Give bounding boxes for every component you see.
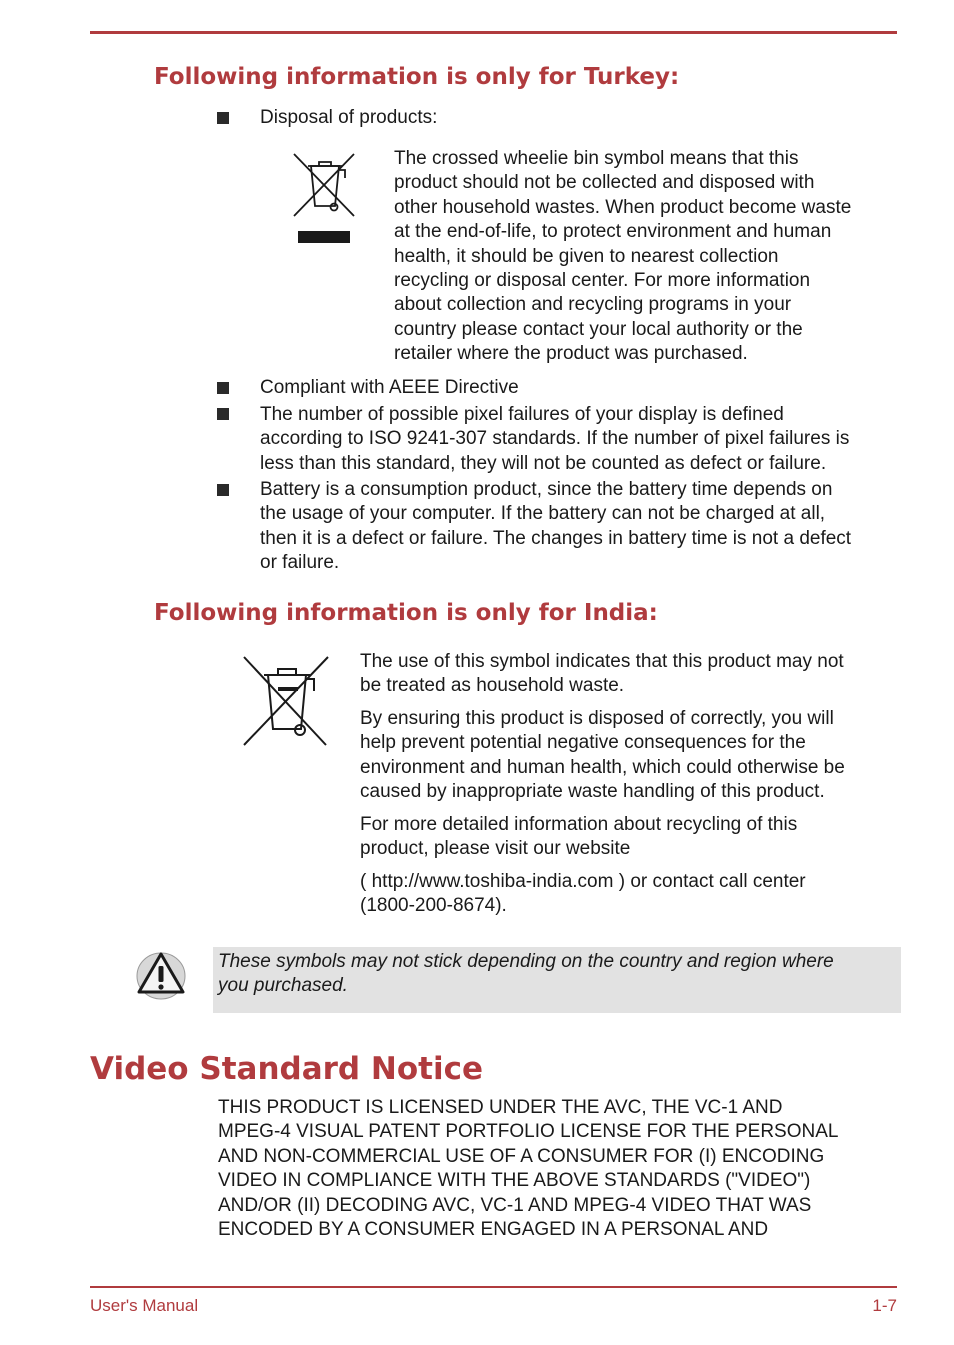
text-line: retailer where the product was purchased. <box>394 343 748 365</box>
india-para-4 <box>360 870 900 919</box>
text-line: MPEG-4 VISUAL PATENT PORTFOLIO LICENSE FOR THE PERSONAL <box>218 1121 839 1143</box>
text-line: according to ISO 9241-307 standards. If the number of pixel failures is <box>260 428 850 450</box>
text-line: Battery is a consumption product, since the battery time depends on <box>260 479 833 500</box>
india-para-3 <box>360 813 900 862</box>
pixel-failure-bullet <box>260 403 900 476</box>
text-line: ( http://www.toshiba-india.com ) or contact call center <box>360 871 806 892</box>
text-line: health, it should be given to nearest collection <box>394 245 779 267</box>
india-heading: Following information is only for India: <box>154 600 658 626</box>
text-line: The use of this symbol indicates that this product may not <box>360 651 844 672</box>
text-line: environment and human health, which could otherwise be <box>360 756 845 778</box>
text-line: AND/OR (II) DECODING AVC, VC-1 AND MPEG-4 VIDEO THAT WAS <box>218 1194 812 1216</box>
text-line: The crossed wheelie bin symbol means that this <box>394 148 799 169</box>
text-line: product, please visit our website <box>360 838 631 860</box>
crossed-wheelie-bin-icon <box>242 655 330 747</box>
text-line: less than this standard, they will not be counted as defect or failure. <box>260 452 827 474</box>
text-line: be treated as household waste. <box>360 675 625 697</box>
text-line: country please contact your local authority or the <box>394 318 803 340</box>
text-line: or failure. <box>260 552 340 574</box>
bullet-marker <box>217 112 229 124</box>
text-line: AND NON-COMMERCIAL USE OF A CONSUMER FOR (I) ENCODING <box>218 1145 825 1167</box>
text-line: help prevent potential negative consequences for the <box>360 732 806 754</box>
bullet-marker <box>217 408 229 420</box>
text-line: ENCODED BY A CONSUMER ENGAGED IN A PERSONAL AND <box>218 1219 769 1241</box>
crossed-wheelie-bin-icon <box>292 152 358 244</box>
bullet-marker <box>217 484 229 496</box>
footer-manual-title: User's Manual <box>90 1296 199 1315</box>
text-line: then it is a defect or failure. The changes in battery time is not a defect <box>260 527 852 549</box>
text-line: you purchased. <box>218 975 348 997</box>
text-line: about collection and recycling programs in your <box>394 294 792 316</box>
disposal-bullet: Disposal of products: <box>260 107 438 128</box>
turkey-heading: Following information is only for Turkey: <box>154 64 680 90</box>
text-line: other household wastes. When product become waste <box>394 196 852 218</box>
text-line: VIDEO IN COMPLIANCE WITH THE ABOVE STANDARDS ("VIDEO") <box>218 1170 811 1192</box>
warning-triangle-icon <box>135 948 187 1000</box>
text-line: THIS PRODUCT IS LICENSED UNDER THE AVC, THE VC-1 AND <box>218 1097 783 1118</box>
aeee-bullet: Compliant with AEEE Directive <box>260 377 519 398</box>
bullet-marker <box>217 382 229 394</box>
india-para-1 <box>360 650 900 699</box>
text-line: product should not be collected and disposed with <box>394 172 815 194</box>
text-line: recycling or disposal center. For more information <box>394 270 811 292</box>
note-text <box>218 950 898 999</box>
text-line: For more detailed information about recycling of this <box>360 814 798 835</box>
india-para-2 <box>360 707 900 805</box>
text-line: The number of possible pixel failures of your display is defined <box>260 404 784 425</box>
page-number: 1-7 <box>872 1296 897 1315</box>
video-standard-heading: Video Standard Notice <box>90 1051 483 1087</box>
text-line: at the end-of-life, to protect environment and human <box>394 221 832 243</box>
text-line: caused by inappropriate waste handling of this product. <box>360 781 825 803</box>
text-line: These symbols may not stick depending on the country and region where <box>218 951 834 972</box>
text-line: the usage of your computer. If the battery can not be charged at all, <box>260 503 826 525</box>
text-line: By ensuring this product is disposed of correctly, you will <box>360 708 834 729</box>
battery-bullet <box>260 478 900 576</box>
top-rule <box>90 31 897 34</box>
bin-description <box>394 147 894 367</box>
video-license-text <box>218 1096 908 1242</box>
bottom-rule <box>90 1286 897 1288</box>
text-line: (1800-200-8674). <box>360 895 507 917</box>
